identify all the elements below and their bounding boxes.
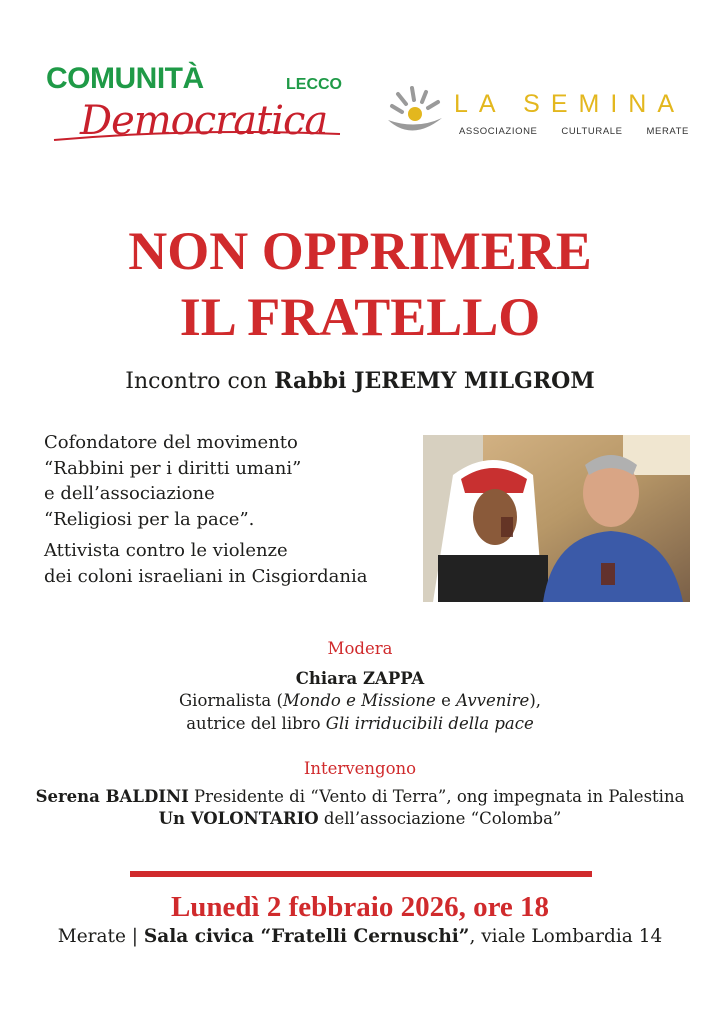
publication-2: Avvenire bbox=[456, 691, 530, 710]
divider bbox=[130, 871, 592, 877]
bio-line: “Religiosi per la pace”. bbox=[44, 508, 255, 530]
event-subtitle bbox=[0, 368, 720, 394]
logo-lecco-text: LECCO bbox=[286, 76, 342, 93]
logo-comunita-text: COMUNITÀ bbox=[46, 62, 204, 95]
speakers-heading: Intervengono bbox=[303, 759, 417, 778]
speaker-2-name: Un VOLONTARIO bbox=[158, 809, 319, 828]
speaker-2 bbox=[0, 808, 720, 830]
speaker-1 bbox=[0, 786, 720, 808]
logo-sub-associazione: ASSOCIAZIONE bbox=[459, 126, 538, 137]
venue-name: Sala civica “Fratelli Cernuschi” bbox=[143, 926, 470, 947]
logo-la-semina-text: LA SEMINA bbox=[454, 90, 685, 118]
speaker-2-desc: dell’associazione “Colomba” bbox=[318, 809, 562, 828]
bio-line: Attivista contro le violenze bbox=[44, 540, 288, 561]
book-prefix: autrice del libro bbox=[186, 714, 326, 733]
logo-semina-subtitle bbox=[459, 126, 689, 137]
event-venue bbox=[0, 926, 720, 947]
guest-name: Rabbi JEREMY MILGROM bbox=[274, 368, 595, 394]
sun-sprout-icon bbox=[382, 84, 446, 144]
comunita-democratica-logo bbox=[40, 62, 352, 154]
bio-line: dei coloni israeliani in Cisgiordania bbox=[44, 565, 368, 587]
event-title-line2: IL FRATELLO bbox=[179, 287, 541, 347]
venue-address: , viale Lombardia 14 bbox=[469, 926, 663, 947]
bio-line: “Rabbini per i diritti umani” bbox=[44, 457, 302, 479]
venue-city: Merate | bbox=[57, 926, 144, 947]
speaker-1-name: Serena BALDINI bbox=[35, 787, 189, 806]
moderator-role bbox=[0, 690, 720, 712]
event-title-line1: NON OPPRIMERE bbox=[128, 221, 592, 281]
logo-sub-culturale: CULTURALE bbox=[561, 126, 623, 137]
la-semina-logo bbox=[382, 84, 692, 144]
guest-bio bbox=[44, 430, 424, 589]
moderator-book bbox=[0, 713, 720, 735]
speaker-1-desc: Presidente di “Vento di Terra”, ong impegnata in Palestina bbox=[188, 787, 685, 806]
bio-line: e dell’associazione bbox=[44, 483, 215, 504]
subtitle-prefix: Incontro con bbox=[125, 369, 275, 394]
logo-sub-merate: MERATE bbox=[646, 126, 689, 137]
bio-line: Cofondatore del movimento bbox=[44, 432, 298, 453]
publication-1: Mondo e Missione bbox=[282, 691, 436, 710]
role-prefix: Giornalista ( bbox=[178, 691, 283, 710]
book-title: Gli irriducibili della pace bbox=[325, 714, 534, 733]
moderator-name: Chiara ZAPPA bbox=[295, 669, 425, 688]
role-mid: e bbox=[435, 691, 457, 710]
event-date: Lunedì 2 febbraio 2026, ore 18 bbox=[170, 891, 550, 923]
logo-democratica-text: Democratica bbox=[80, 98, 328, 144]
moderator-heading: Modera bbox=[327, 639, 393, 658]
role-post: ), bbox=[529, 691, 541, 710]
guest-photo bbox=[423, 435, 690, 602]
